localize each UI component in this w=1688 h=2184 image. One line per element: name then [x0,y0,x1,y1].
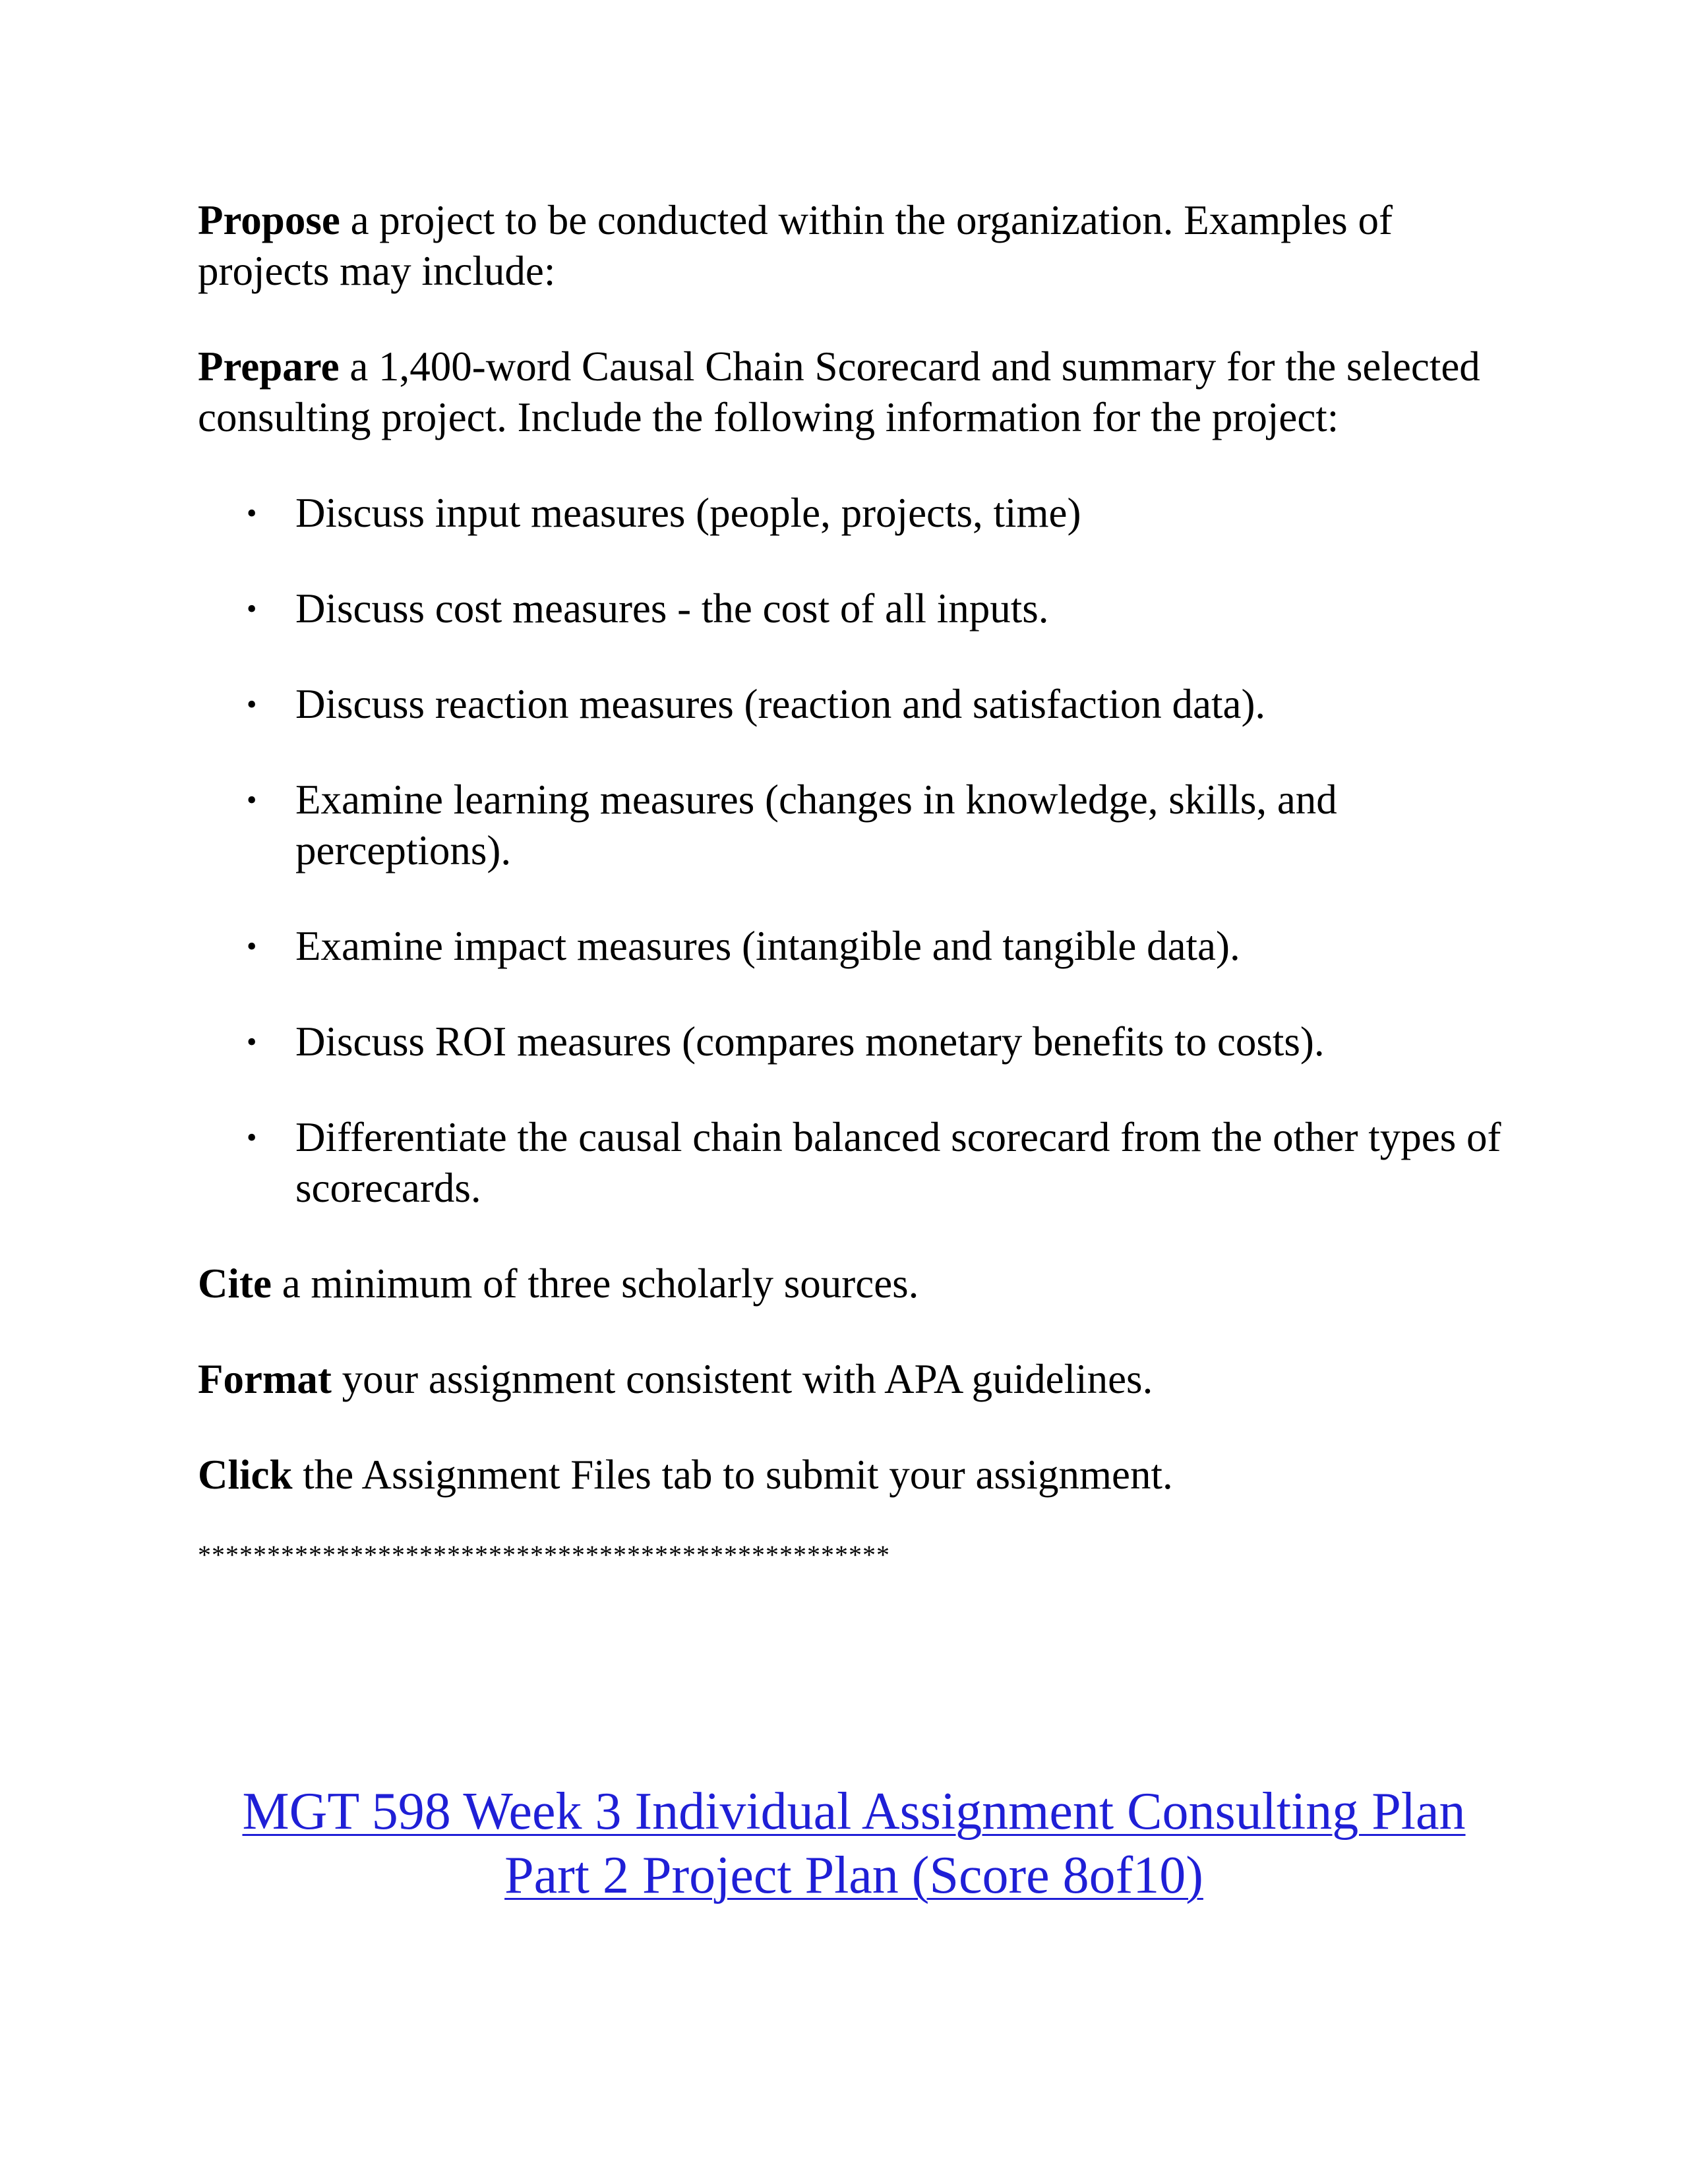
list-item-text: Discuss input measures (people, projects, time) [295,490,1081,536]
click-keyword: Click [198,1452,293,1498]
cite-text: a minimum of three scholarly sources. [271,1260,919,1307]
bullet-icon: • [247,1026,257,1058]
asterisk-divider: ************************************************** [198,1540,890,1570]
bullet-icon: • [247,497,257,529]
click-paragraph [198,1450,1510,1500]
list-item [198,1112,1510,1214]
list-item [198,1017,1510,1067]
bullet-icon: • [247,593,257,625]
list-item [198,583,1510,634]
bullet-icon: • [247,688,257,721]
click-text: the Assignment Files tab to submit your assignment. [292,1452,1173,1498]
format-text: your assignment consistent with APA guidelines. [331,1356,1153,1402]
list-item-text: Examine learning measures (changes in knowledge, skills, and perceptions). [295,777,1337,873]
list-item-text: Discuss reaction measures (reaction and satisfaction data). [295,681,1266,727]
list-item-text: Differentiate the causal chain balanced scorecard from the other types of scorecards. [295,1114,1501,1211]
propose-keyword: Propose [198,197,340,243]
propose-text: a project to be conducted within the organization. Examples of projects may include: [198,197,1393,294]
list-item [198,775,1510,876]
bullet-icon: • [247,784,257,816]
list-item [198,679,1510,730]
cite-paragraph [198,1258,1510,1309]
assignment-link-block [198,1780,1510,1908]
cite-keyword: Cite [198,1260,272,1307]
list-item [198,921,1510,972]
format-keyword: Format [198,1356,332,1402]
document-body [198,195,1510,1572]
task-list [198,488,1510,1214]
list-item-text: Examine impact measures (intangible and tangible data). [295,923,1240,969]
assignment-link-line-2[interactable]: Part 2 Project Plan (Score 8of10) [504,1846,1203,1904]
list-item-text: Discuss ROI measures (compares monetary benefits to costs). [295,1018,1325,1065]
prepare-keyword: Prepare [198,343,340,390]
format-paragraph [198,1354,1510,1405]
assignment-link-line-1[interactable]: MGT 598 Week 3 Individual Assignment Consulting Plan [242,1783,1466,1841]
prepare-text: a 1,400-word Causal Chain Scorecard and summary for the selected consulting project. Include the following information for the project: [198,343,1480,440]
propose-paragraph [198,195,1510,297]
bullet-icon: • [247,930,257,962]
list-item-text: Discuss cost measures - the cost of all inputs. [295,585,1049,632]
bullet-icon: • [247,1121,257,1154]
prepare-paragraph [198,341,1510,443]
list-item [198,488,1510,539]
assignment-link[interactable] [242,1783,1465,1904]
